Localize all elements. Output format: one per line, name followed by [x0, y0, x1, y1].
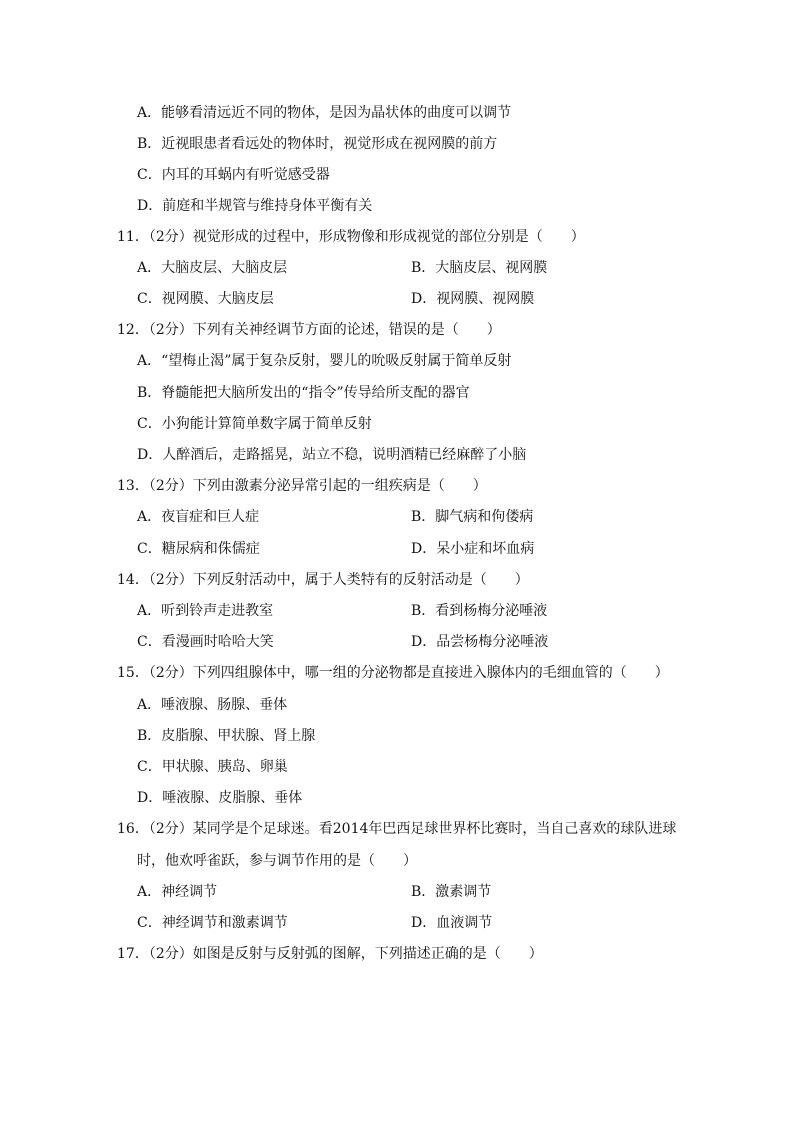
option-10-d: D．前庭和半规管与维持身体平衡有关: [137, 198, 373, 214]
option-14-c: C．看漫画时哈哈大笑: [137, 634, 274, 650]
option-13-c: C．糖尿病和侏儒症: [137, 541, 260, 557]
option-10-b: B．近视眼患者看远处的物体时，视觉形成在视网膜的前方: [137, 136, 498, 152]
question-score: （2分）: [148, 946, 193, 962]
option-12-a: A．“望梅止渴”属于复杂反射，婴儿的吮吸反射属于简单反射: [137, 353, 512, 369]
question-score: （2分）: [148, 322, 193, 338]
question-number: 13．: [117, 478, 149, 494]
option-14-d: D．品尝杨梅分泌唾液: [411, 634, 549, 650]
question-14-stem: [117, 570, 529, 590]
question-score: （2分）: [148, 665, 193, 681]
option-16-b: B．激素调节: [411, 884, 492, 900]
question-16-stem: [117, 819, 676, 839]
question-score: （2分）: [148, 229, 193, 245]
option-11-a: A．大脑皮层、大脑皮层: [137, 260, 288, 276]
option-13-a: A．夜盲症和巨人症: [137, 509, 260, 525]
question-text: 如图是反射与反射弧的图解，下列描述正确的是（ ）: [192, 946, 543, 962]
question-text: 下列由激素分泌异常引起的一组疾病是（ ）: [192, 478, 487, 494]
option-13-b: B．脚气病和佝偻病: [411, 509, 534, 525]
option-11-d: D．视网膜、视网膜: [411, 291, 535, 307]
question-number: 17．: [117, 946, 149, 962]
question-11-stem: [117, 227, 585, 247]
question-number: 15．: [117, 665, 149, 681]
option-11-b: B．大脑皮层、视网膜: [411, 260, 548, 276]
question-16-stem-continued: 时，他欢呼雀跃，参与调节作用的是（ ）: [137, 853, 417, 869]
option-16-c: C．神经调节和激素调节: [137, 915, 288, 931]
question-text: 下列有关神经调节方面的论述，错误的是（ ）: [192, 322, 501, 338]
question-score: （2分）: [148, 821, 193, 837]
question-score: （2分）: [148, 478, 193, 494]
question-text: 下列四组腺体中，哪一组的分泌物都是直接进入腺体内的毛细血管的（ ）: [192, 665, 669, 681]
option-15-b: B．皮脂腺、甲状腺、肾上腺: [137, 728, 316, 744]
question-number: 16．: [117, 821, 149, 837]
option-13-d: D．呆小症和坏血病: [411, 541, 535, 557]
option-10-c: C．内耳的耳蜗内有听觉感受器: [137, 167, 330, 183]
question-15-stem: [117, 663, 669, 683]
question-number: 11．: [117, 229, 149, 245]
option-14-a: A．听到铃声走进教室: [137, 603, 274, 619]
question-13-stem: [117, 476, 487, 496]
question-12-stem: [117, 320, 501, 340]
option-12-c: C．小狗能计算简单数字属于简单反射: [137, 416, 372, 432]
question-number: 14．: [117, 572, 149, 588]
option-15-a: A．唾液腺、肠腺、垂体: [137, 697, 288, 713]
question-score: （2分）: [148, 572, 193, 588]
option-16-a: A．神经调节: [137, 884, 218, 900]
question-text: 某同学是个足球迷。看2014年巴西足球世界杯比赛时，当自己喜欢的球队进球: [192, 821, 677, 837]
option-14-b: B．看到杨梅分泌唾液: [411, 603, 548, 619]
option-10-a: A．能够看清远近不同的物体，是因为晶状体的曲度可以调节: [137, 105, 512, 121]
option-15-d: D．唾液腺、皮脂腺、垂体: [137, 790, 303, 806]
option-12-b: B．脊髓能把大脑所发出的“指令”传导给所支配的器官: [137, 385, 470, 401]
option-15-c: C．甲状腺、胰岛、卵巢: [137, 759, 288, 775]
question-text: 视觉形成的过程中，形成物像和形成视觉的部位分别是（ ）: [192, 229, 585, 245]
option-12-d: D．人醉酒后，走路摇晃，站立不稳，说明酒精已经麻醉了小脑: [137, 447, 527, 463]
option-11-c: C．视网膜、大脑皮层: [137, 291, 274, 307]
option-16-d: D．血液调节: [411, 915, 493, 931]
question-number: 12．: [117, 322, 149, 338]
question-text: 下列反射活动中，属于人类特有的反射活动是（ ）: [192, 572, 529, 588]
question-17-stem: [117, 944, 543, 964]
